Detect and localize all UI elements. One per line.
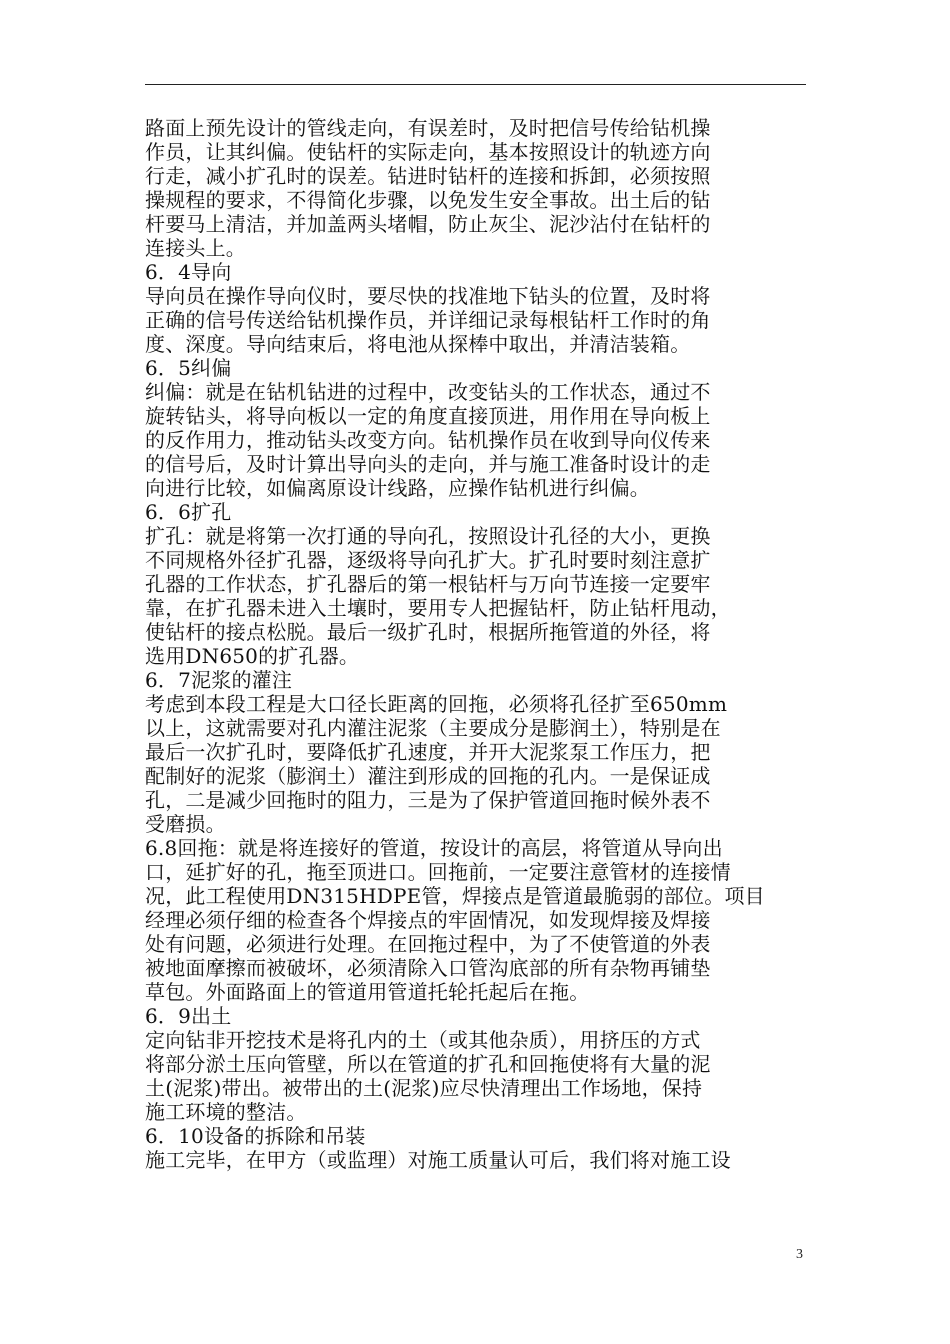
text-line: 受磨损。 [145, 812, 226, 836]
text-line: 度、深度。导向结束后，将电池从探棒中取出，并清洁装箱。 [145, 332, 691, 356]
text-line: 的信号后，及时计算出导向头的走向，并与施工准备时设计的走 [145, 452, 711, 476]
text-line: 连接头上。 [145, 236, 246, 260]
text-line: 选用DN650的扩孔器。 [145, 644, 360, 668]
text-line: 扩孔：就是将第一次打通的导向孔，按照设计孔径的大小，更换 [145, 524, 711, 548]
text-line: 杆要马上清洁，并加盖两头堵帽，防止灰尘、泥沙沾付在钻杆的 [145, 212, 711, 236]
text-line: 路面上预先设计的管线走向，有误差时，及时把信号传给钻机操 [145, 116, 711, 140]
text-line: 旋转钻头，将导向板以一定的角度直接顶进，用作用在导向板上 [145, 404, 711, 428]
text-line: 导向员在操作导向仪时，要尽快的找准地下钻头的位置，及时将 [145, 284, 711, 308]
text-line: 将部分淤土压向管壁，所以在管道的扩孔和回拖使将有大量的泥 [145, 1052, 711, 1076]
text-line: 配制好的泥浆（膨润土）灌注到形成的回拖的孔内。一是保证成 [145, 764, 711, 788]
text-line: 处有问题，必须进行处理。在回拖过程中，为了不使管道的外表 [145, 932, 711, 956]
section-heading: 6．10设备的拆除和吊装 [145, 1124, 366, 1148]
text-line: 使钻杆的接点松脱。最后一级扩孔时，根据所拖管道的外径，将 [145, 620, 711, 644]
text-line: 靠，在扩孔器未进入土壤时，要用专人把握钻杆，防止钻杆甩动， [145, 596, 731, 620]
section-heading: 6．5纠偏 [145, 356, 232, 380]
header-rule [145, 84, 806, 85]
page-number: 3 [796, 1247, 803, 1262]
text-line: 孔，二是减少回拖时的阻力，三是为了保护管道回拖时候外表不 [145, 788, 711, 812]
text-line: 操规程的要求，不得简化步骤，以免发生安全事故。出土后的钻 [145, 188, 711, 212]
text-line: 况，此工程使用DN315HDPE管，焊接点是管道最脆弱的部位。项目 [145, 884, 765, 908]
text-line: 6.8回拖：就是将连接好的管道，按设计的高层，将管道从导向出 [145, 836, 723, 860]
text-line: 作员，让其纠偏。使钻杆的实际走向，基本按照设计的轨迹方向 [145, 140, 711, 164]
section-heading: 6．7泥浆的灌注 [145, 668, 293, 692]
text-line: 经理必须仔细的检查各个焊接点的牢固情况，如发现焊接及焊接 [145, 908, 711, 932]
text-line: 考虑到本段工程是大口径长距离的回拖，必须将孔径扩至650mm [145, 692, 728, 716]
text-line: 最后一次扩孔时，要降低扩孔速度，并开大泥浆泵工作压力，把 [145, 740, 711, 764]
text-line: 口，延扩好的孔，拖至顶进口。回拖前，一定要注意管材的连接情 [145, 860, 731, 884]
text-line: 行走，减小扩孔时的误差。钻进时钻杆的连接和拆卸，必须按照 [145, 164, 711, 188]
text-line: 正确的信号传送给钻机操作员，并详细记录每根钻杆工作时的角 [145, 308, 711, 332]
text-line: 孔器的工作状态，扩孔器后的第一根钻杆与万向节连接一定要牢 [145, 572, 711, 596]
section-heading: 6．9出土 [145, 1004, 232, 1028]
section-heading: 6．4导向 [145, 260, 232, 284]
text-line: 不同规格外径扩孔器，逐级将导向孔扩大。扩孔时要时刻注意扩 [145, 548, 711, 572]
text-line: 定向钻非开挖技术是将孔内的土（或其他杂质），用挤压的方式 [145, 1028, 701, 1052]
text-line: 被地面摩擦而被破坏，必须清除入口管沟底部的所有杂物再铺垫 [145, 956, 711, 980]
text-line: 纠偏：就是在钻机钻进的过程中，改变钻头的工作状态，通过不 [145, 380, 711, 404]
text-line: 施工完毕，在甲方（或监理）对施工质量认可后，我们将对施工设 [145, 1148, 731, 1172]
document-body [145, 116, 806, 1172]
text-line: 向进行比较，如偏离原设计线路，应操作钻机进行纠偏。 [145, 476, 650, 500]
text-line: 施工环境的整洁。 [145, 1100, 307, 1124]
text-line: 土(泥浆)带出。被带出的土(泥浆)应尽快清理出工作场地，保持 [145, 1076, 703, 1100]
text-line: 的反作用力，推动钻头改变方向。钻机操作员在收到导向仪传来 [145, 428, 711, 452]
section-heading: 6．6扩孔 [145, 500, 232, 524]
text-line: 草包。外面路面上的管道用管道托轮托起后在拖。 [145, 980, 590, 1004]
text-line: 以上，这就需要对孔内灌注泥浆（主要成分是膨润土），特别是在 [145, 716, 721, 740]
